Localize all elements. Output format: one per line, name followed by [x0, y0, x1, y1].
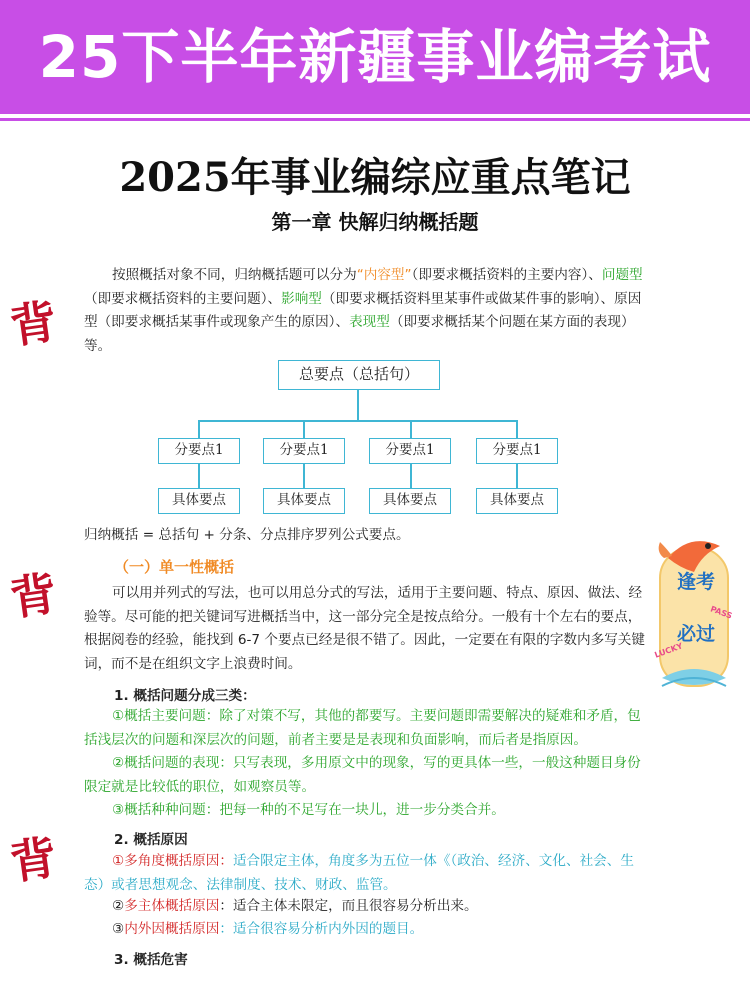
list-item: ②概括问题的表现：只写表现，多用原文中的现象，写的更具体一些，一般这种题目身份限定就是比较低的职位，如观察员等。 — [84, 755, 641, 795]
diagram-connector — [198, 420, 518, 422]
intro-text: （即要求概括某个问题在某方面的表现）等。 — [84, 314, 635, 354]
banner-title: 25下半年新疆事业编考试 — [38, 23, 712, 91]
title-banner — [0, 0, 750, 114]
intro-text: （即要求概括资料里某事件或做某件事的影响）、原因型（即要求概括某事件或现象产生的原因）、 — [84, 290, 642, 330]
list-item-text: 适合限定主体，角度多为五位一体《（政治、经济、文化、社会、生态）或者思想观念、法律制度、技术、财政、监管。 — [84, 853, 634, 893]
list-item — [84, 918, 650, 942]
diagram-leaf-node: 具体要点 — [476, 488, 558, 514]
list-item — [84, 895, 650, 919]
diagram-connector — [303, 464, 305, 488]
intro-text: （即要求概括资料的主要内容）、 — [411, 267, 602, 283]
list-item-number: ② — [112, 898, 125, 914]
diagram-branch-node: 分要点1 — [369, 438, 451, 464]
diagram-branch-node: 分要点1 — [158, 438, 240, 464]
diagram-root-node: 总要点（总括句） — [278, 360, 440, 390]
diagram-connector — [198, 420, 200, 438]
list-item-label: 内外因概括原因 — [124, 921, 220, 937]
diagram-branch-node: 分要点1 — [476, 438, 558, 464]
subsection-heading: 2. 概括原因 — [114, 832, 188, 848]
diagram-connector — [516, 464, 518, 488]
list-item-text: ：适合主体未限定，而且很容易分析出来。 — [219, 898, 478, 914]
sticker-pass-label: PASS — [709, 604, 734, 621]
diagram-connector — [410, 420, 412, 438]
list-item-number: ③ — [112, 921, 125, 937]
list-item: ①概括主要问题：除了对策不写，其他的都要写。主要问题即需要解决的疑难和矛盾，包括浅层次的问题和深层次的问题，前者主要是是表现和负面影响，而后者是指原因。 — [84, 708, 641, 748]
diagram-connector — [303, 420, 305, 438]
section-heading: （一）单一性概括 — [114, 558, 235, 576]
keyword-manifestation-type: 表现型 — [349, 314, 390, 330]
sticker-text-bottom: 必过 — [676, 623, 715, 645]
intro-paragraph — [84, 264, 650, 358]
list-item-label: ①多角度概括原因： — [112, 853, 233, 869]
good-luck-sticker — [650, 528, 738, 690]
diagram-leaf-node: 具体要点 — [369, 488, 451, 514]
document-title: 2025年事业编综应重点笔记 — [119, 154, 631, 201]
diagram-leaf-node: 具体要点 — [158, 488, 240, 514]
recite-stamp: 背 — [6, 294, 60, 354]
diagram-leaf-node: 具体要点 — [263, 488, 345, 514]
sticker-lucky-label: LUCKY — [653, 641, 684, 660]
intro-text: 按照概括对象不同，归纳概括题可以分为 — [112, 267, 357, 283]
diagram-connector — [410, 464, 412, 488]
chapter-title: 第一章 快解归纳概括题 — [271, 210, 479, 234]
banner-divider — [0, 118, 750, 121]
list-item: ③概括种种问题：把每一种的不足写在一块儿，进一步分类合并。 — [112, 802, 505, 818]
subsection-heading: 3. 概括危害 — [114, 952, 188, 968]
recite-stamp: 背 — [6, 830, 60, 890]
keyword-impact-type: 影响型 — [281, 290, 322, 307]
recite-stamp: 背 — [6, 566, 60, 626]
diagram-connector — [198, 464, 200, 488]
section-body: 可以用并列式的写法，也可以用总分式的写法，适用于主要问题、特点、原因、做法、经验等。尽可能的把关键词写进概括当中，这一部分完全是按点给分。一般有十个左右的要点，根据阅卷的经验，能找到 6-7 个要点已经是很不错了。因此，一定要在有限的字数内多写关键词，而不是在组织文字上浪费时间。 — [84, 585, 645, 672]
keyword-problem-type: 问题型 — [601, 267, 643, 283]
intro-text: （即要求概括资料的主要问题）、 — [84, 290, 282, 307]
keyword-content-type: “内容型” — [356, 267, 412, 283]
list-item-text: ：适合很容易分析内外因的题目。 — [219, 921, 424, 937]
formula-text: 归纳概括 = 总括句 + 分条、分点排序罗列公式要点。 — [84, 527, 410, 543]
list-item — [84, 850, 650, 897]
diagram-connector — [357, 390, 359, 420]
list-item-label: 多主体概括原因 — [124, 898, 220, 914]
diagram-branch-node: 分要点1 — [263, 438, 345, 464]
diagram-connector — [516, 420, 518, 438]
subsection-heading: 1. 概括问题分成三类： — [114, 688, 256, 704]
sticker-text-top: 逢考 — [676, 571, 715, 593]
